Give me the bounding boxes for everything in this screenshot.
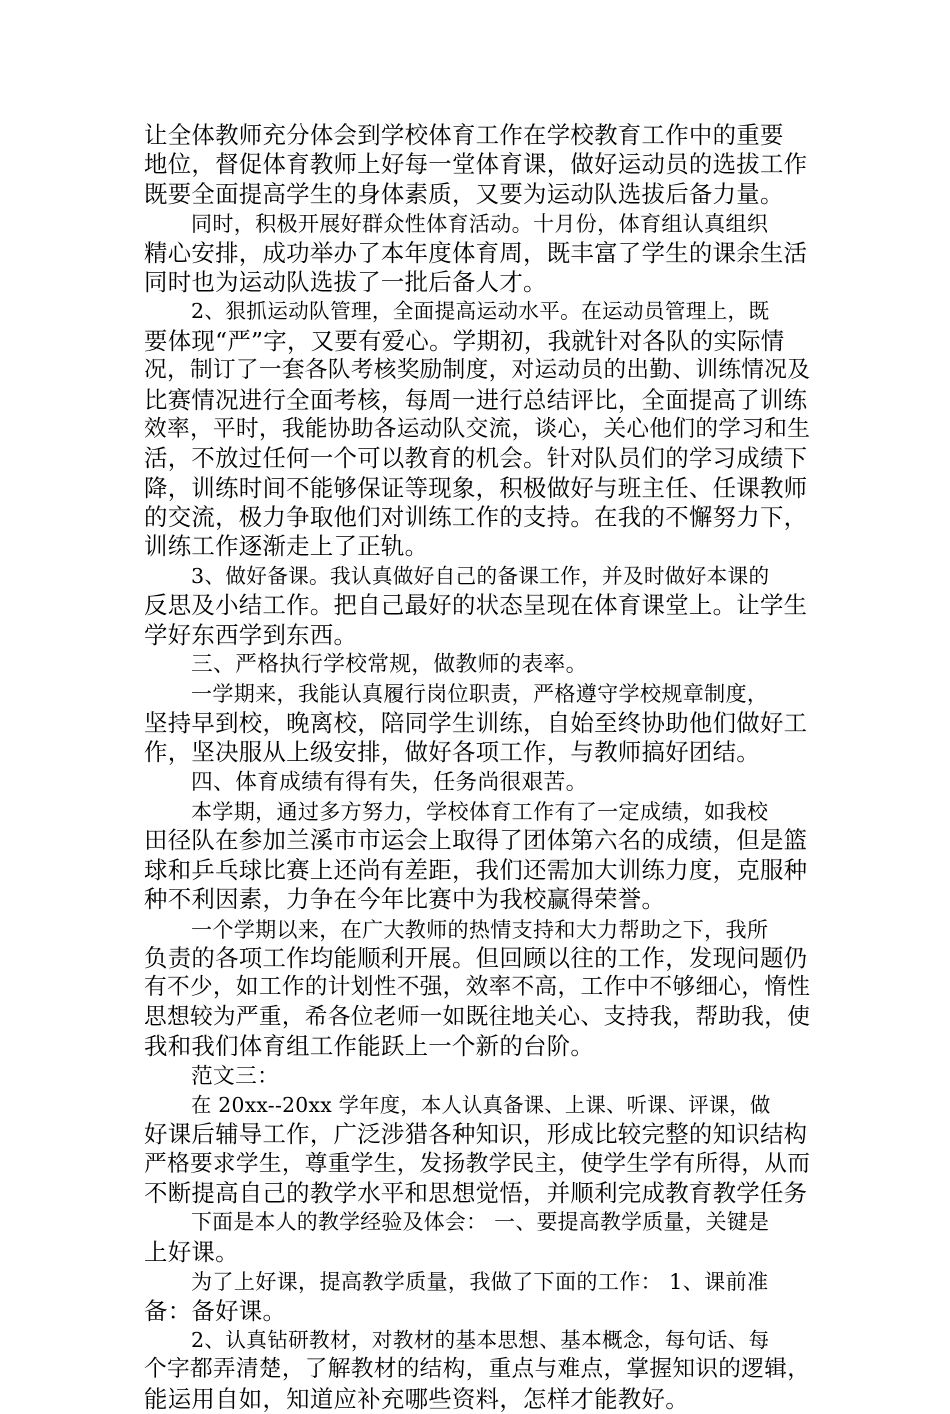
text-line: 同时，积极开展好群众性体育活动。十月份，体育组认真组织 — [191, 211, 769, 237]
text-line: 四、体育成绩有得有失，任务尚很艰苦。 — [191, 769, 588, 795]
text-line: 下面是本人的教学经验及体会： 一、要提高教学质量，关键是 — [191, 1210, 770, 1235]
text-line: 有不少，如工作的计划性不强，效率不高，工作中不够细心，惰性 — [144, 974, 811, 1001]
text-line: 负责的各项工作均能顺利开展。但回顾以往的工作，发现问题仍 — [144, 943, 808, 972]
text-line: 地位，督促体育教师上好每一堂体育课，做好运动员的选拔工作 — [144, 150, 808, 179]
text-line: 作，坚决服从上级安排，做好各项工作，与教师搞好团结。 — [144, 738, 760, 767]
text-line: 3、做好备课。我认真做好自己的备课工作，并及时做好本课的 — [191, 563, 770, 588]
text-line: 本学期，通过多方努力，学校体育工作有了一定成绩，如我校 — [191, 798, 769, 824]
text-line: 我和我们体育组工作能跃上一个新的台阶。 — [144, 1032, 595, 1061]
text-line: 况，制订了一套各队考核奖励制度，对运动员的出勤、训练情况及 — [144, 357, 811, 384]
text-line: 范文三： — [191, 1063, 280, 1089]
text-line: 同时也为运动队选拔了一批后备人才。 — [144, 267, 547, 296]
text-line: 一个学期以来，在广大教师的热情支持和大力帮助之下，我所 — [191, 916, 769, 942]
text-line: 不断提高自己的教学水平和思想觉悟，并顺利完成教育教学任务 — [144, 1179, 808, 1208]
text-line: 降，训练时间不能够保证等现象，积极做好与班主任、任课教师 — [144, 473, 808, 502]
text-line: 精心安排，成功举办了本年度体育周，既丰富了学生的课余生活 — [144, 238, 808, 267]
text-line: 球和乒乓球比赛上还尚有差距，我们还需加大训练力度，克服种 — [144, 855, 808, 884]
text-line: 个字都弄清楚，了解教材的结构，重点与难点，掌握知识的逻辑， — [144, 1356, 811, 1383]
text-line: 上好课。 — [144, 1237, 239, 1266]
text-line: 的交流，极力争取他们对训练工作的支持。在我的不懈努力下， — [144, 503, 808, 532]
text-line: 能运用自如，知道应补充哪些资料，怎样才能教好。 — [144, 1384, 689, 1413]
text-line: 为了上好课，提高教学质量，我做了下面的工作： 1、课前准 — [191, 1269, 769, 1295]
text-line: 2、认真钻研教材，对教材的基本思想、基本概念，每句话、每 — [191, 1328, 770, 1353]
document-body — [144, 121, 810, 1414]
text-line: 让全体教师充分体会到学校体育工作在学校教育工作中的重要 — [144, 121, 784, 149]
text-line: 2、狠抓运动队管理，全面提高运动水平。在运动员管理上，既 — [191, 299, 770, 324]
text-line: 严格要求学生，尊重学生，发扬教学民主，使学生学有所得，从而 — [144, 1150, 811, 1177]
text-line: 在 20xx--20xx 学年度，本人认真备课、上课、听课、评课，做 — [191, 1092, 771, 1117]
text-line: 备：备好课。 — [144, 1296, 287, 1325]
text-line: 比赛情况进行全面考核，每周一进行总结评比，全面提高了训练 — [144, 385, 808, 414]
text-line: 要体现“严”字，又要有爱心。学期初，我就针对各队的实际情 — [144, 326, 785, 355]
text-line: 学好东西学到东西。 — [144, 620, 358, 649]
text-line: 一学期来，我能认真履行岗位职责，严格遵守学校规章制度， — [191, 681, 769, 707]
text-line: 思想较为严重，希各位老师一如既往地关心、支持我，帮助我，使 — [144, 1003, 811, 1030]
text-line: 效率，平时，我能协助各运动队交流，谈心，关心他们的学习和生 — [144, 415, 811, 442]
text-line: 种不利因素，力争在今年比赛中为我校赢得荣誉。 — [144, 885, 666, 914]
text-line: 坚持早到校，晚离校，陪同学生训练，自始至终协助他们做好工 — [144, 708, 808, 737]
text-line: 田径队在参加兰溪市市运会上取得了团体第六名的成绩，但是篮 — [144, 826, 808, 855]
text-line: 既要全面提高学生的身体素质，又要为运动队选拔后备力量。 — [144, 179, 784, 208]
text-line: 训练工作逐渐走上了正轨。 — [144, 532, 429, 561]
text-line: 好课后辅导工作，广泛涉猎各种知识，形成比较完整的知识结构 — [144, 1120, 808, 1149]
text-line: 反思及小结工作。把自己最好的状态呈现在体育课堂上。让学生 — [144, 591, 808, 620]
text-line: 三、严格执行学校常规，做教师的表率。 — [191, 652, 588, 678]
text-line: 活，不放过任何一个可以教育的机会。针对队员们的学习成绩下 — [144, 444, 808, 473]
